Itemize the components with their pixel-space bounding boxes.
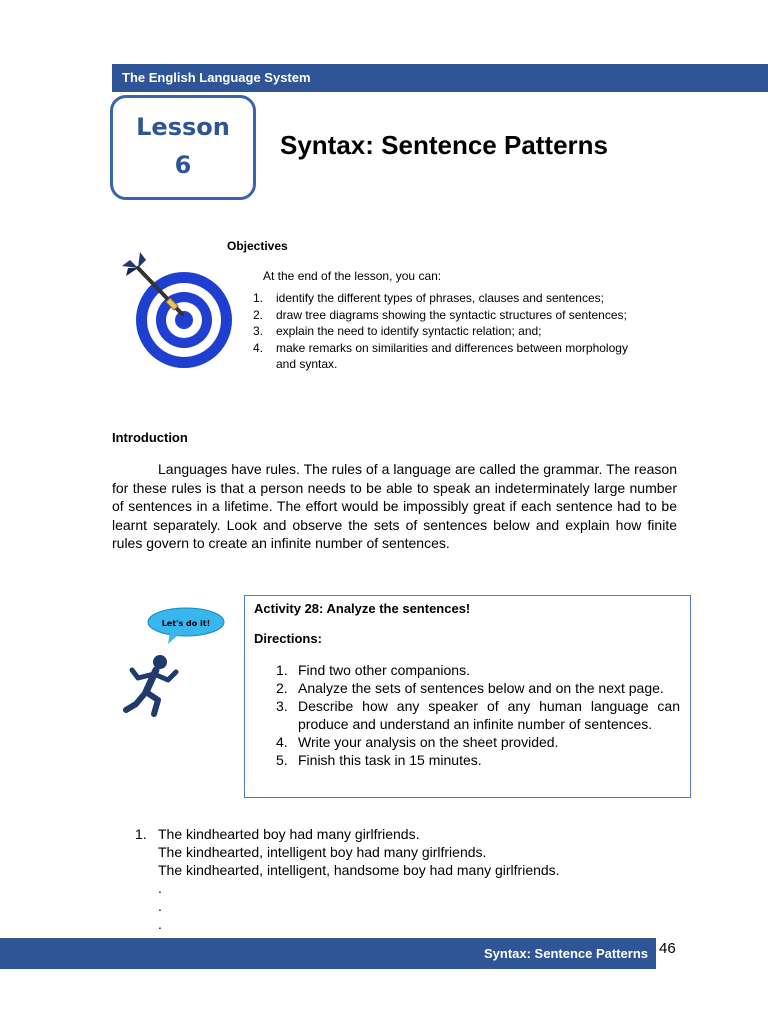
speech-bubble-text: Let's do it! [161, 619, 211, 628]
activity-directions-label: Directions: [254, 631, 322, 646]
list-item-text: Finish this task in 15 minutes. [298, 752, 482, 768]
list-item-text: identify the different types of phrases, clauses and sentences; [276, 291, 604, 305]
list-item-number: 4. [276, 734, 288, 750]
list-item [276, 661, 680, 679]
activity-steps-list [276, 661, 680, 769]
example-sentence: The kindhearted boy had many girlfriends. [158, 826, 420, 842]
page-number: 46 [659, 940, 676, 957]
activity-title: Activity 28: Analyze the sentences! [254, 601, 471, 616]
list-item-text: Describe how any speaker of any human language can produce and understand an infinite number of sentences. [298, 698, 680, 732]
list-item-text: make remarks on similarities and differences between morphology and syntax. [276, 340, 628, 371]
example-sentence: The kindhearted, intelligent, handsome boy had many girlfriends. [158, 862, 560, 878]
lesson-title: Syntax: Sentence Patterns [280, 130, 609, 160]
list-item [276, 733, 680, 751]
list-item [276, 751, 680, 769]
list-item [250, 290, 650, 307]
list-item-number: 2. [276, 680, 288, 696]
list-item [276, 697, 680, 733]
list-item [250, 307, 650, 324]
list-item-number: 2. [253, 307, 264, 322]
list-item-number: 5. [276, 752, 288, 768]
example-sentence: The kindhearted, intelligent boy had many girlfriends. [158, 844, 487, 860]
document-header-bar [112, 64, 768, 92]
introduction-heading: Introduction [112, 430, 188, 445]
document-footer-bar [0, 938, 656, 969]
objectives-heading: Objectives [227, 239, 288, 253]
list-item-text: Find two other companions. [298, 662, 470, 678]
target-dart-icon [120, 240, 245, 390]
objectives-list [250, 290, 650, 373]
document-header-title: The English Language System [122, 70, 311, 85]
list-item [250, 340, 650, 373]
list-item [276, 679, 680, 697]
lesson-number: 6 [174, 151, 192, 179]
lesson-number-box [110, 95, 256, 200]
list-item-text: draw tree diagrams showing the syntactic structures of sentences; [276, 307, 627, 322]
list-item-text: Write your analysis on the sheet provided. [298, 734, 559, 750]
list-item [250, 323, 650, 340]
list-item-number: 1. [276, 662, 288, 678]
list-item-text: explain the need to identify syntactic relation; and; [276, 324, 542, 338]
ellipsis-dot: . [158, 898, 162, 914]
list-item-number: 3. [276, 698, 288, 714]
footer-title: Syntax: Sentence Patterns [483, 946, 648, 961]
ellipsis-dot: . [158, 916, 162, 932]
introduction-paragraph: Languages have rules. The rules of a language are called the grammar. The reason for these rules is that a person needs to be able to speak an indeterminately large number of sentences in a lifetime. The effort would be impossibly great if each sentence had to be learnt separately. Look and observe the sets of sentences below and explain how finite rules govern to create an infinite number of sentences. [112, 461, 677, 551]
example-sentences [135, 825, 655, 933]
ellipsis-dot: . [158, 880, 162, 896]
example-number: 1. [135, 826, 147, 842]
running-person-icon [118, 600, 240, 722]
lesson-label: Lesson [136, 113, 230, 141]
objectives-intro: At the end of the lesson, you can: [263, 269, 442, 283]
list-item-number: 3. [253, 324, 264, 338]
list-item-number: 4. [253, 340, 264, 355]
list-item-text: Analyze the sets of sentences below and on the next page. [298, 680, 664, 696]
list-item-number: 1. [253, 291, 264, 305]
